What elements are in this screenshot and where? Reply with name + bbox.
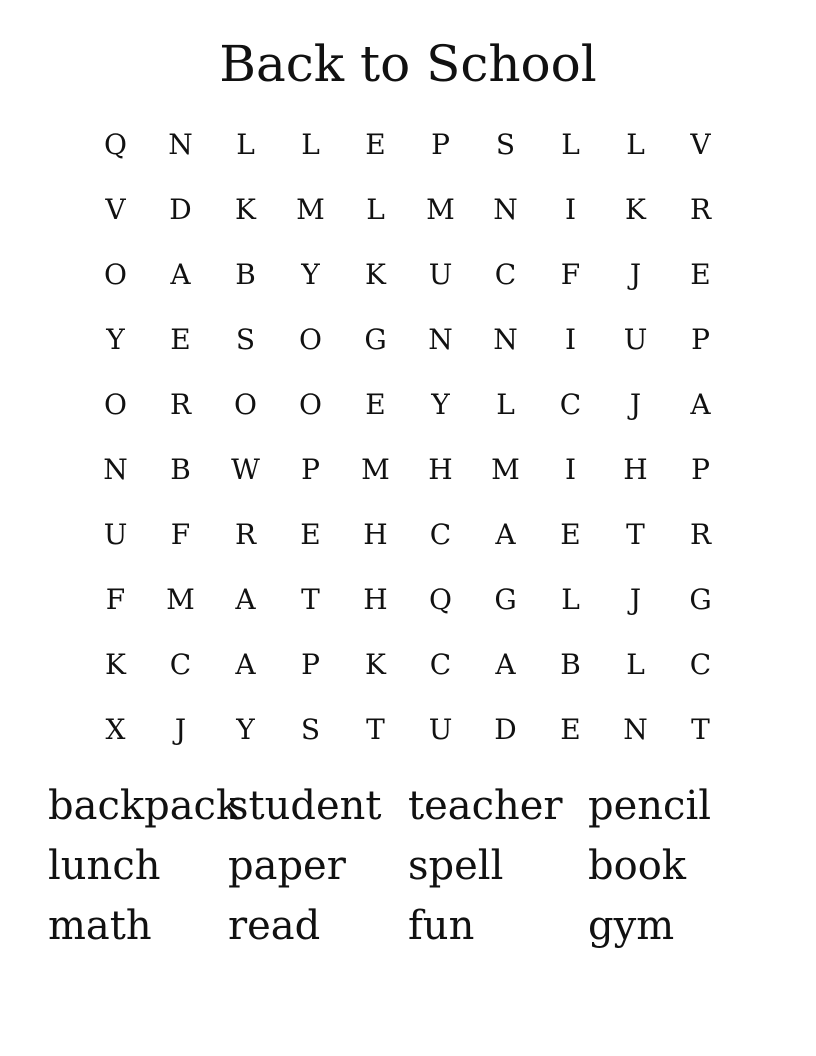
grid-letter: L bbox=[301, 128, 320, 161]
grid-letter: P bbox=[431, 128, 450, 161]
grid-letter: J bbox=[174, 713, 187, 746]
grid-letter: J bbox=[629, 388, 642, 421]
grid-letter: T bbox=[691, 713, 710, 746]
word-list-item: student bbox=[228, 783, 382, 829]
grid-letter: A bbox=[235, 648, 256, 681]
word-list-item: book bbox=[588, 843, 687, 889]
grid-letter: K bbox=[625, 193, 646, 226]
grid-letter: N bbox=[493, 323, 518, 356]
grid-letter: R bbox=[689, 193, 712, 226]
grid-letter: U bbox=[428, 713, 453, 746]
grid-letter: P bbox=[301, 453, 320, 486]
grid-letter: N bbox=[493, 193, 518, 226]
grid-letter: N bbox=[428, 323, 453, 356]
grid-letter: C bbox=[559, 388, 582, 421]
grid-letter: O bbox=[299, 388, 322, 421]
grid-letter: C bbox=[429, 648, 452, 681]
grid-letter: L bbox=[236, 128, 255, 161]
grid-letter: A bbox=[235, 583, 256, 616]
grid-letter: N bbox=[623, 713, 648, 746]
grid-letter: R bbox=[234, 518, 257, 551]
grid-letter: K bbox=[235, 193, 256, 226]
grid-letter: L bbox=[496, 388, 515, 421]
word-list-item: pencil bbox=[588, 783, 712, 829]
grid-letter: E bbox=[560, 518, 581, 551]
grid-letter: F bbox=[170, 518, 191, 551]
grid-letter: H bbox=[428, 453, 453, 486]
grid-letter: R bbox=[169, 388, 192, 421]
grid-letter: F bbox=[560, 258, 581, 291]
grid-letter: H bbox=[623, 453, 648, 486]
grid-letter: K bbox=[105, 648, 126, 681]
grid-letter: O bbox=[234, 388, 257, 421]
grid-letter: I bbox=[564, 323, 577, 356]
grid-letter: M bbox=[426, 193, 455, 226]
word-list bbox=[48, 776, 768, 956]
grid-letter: A bbox=[690, 388, 711, 421]
grid-letter: M bbox=[361, 453, 390, 486]
word-list-item: teacher bbox=[408, 783, 563, 829]
grid-letter: A bbox=[495, 648, 516, 681]
grid-letter: L bbox=[561, 128, 580, 161]
word-list-item: lunch bbox=[48, 843, 161, 889]
grid-letter: A bbox=[170, 258, 191, 291]
grid-letter: D bbox=[169, 193, 192, 226]
grid-letter: D bbox=[494, 713, 517, 746]
grid-letter: C bbox=[169, 648, 192, 681]
word-list-item: read bbox=[228, 903, 321, 949]
grid-letter: F bbox=[105, 583, 126, 616]
grid-letter: I bbox=[564, 193, 577, 226]
grid-letter: E bbox=[365, 388, 386, 421]
grid-letter: T bbox=[626, 518, 645, 551]
grid-letter: J bbox=[629, 258, 642, 291]
grid-letter: Q bbox=[104, 128, 127, 161]
grid-letter: G bbox=[689, 583, 712, 616]
grid-letter: P bbox=[691, 453, 710, 486]
grid-letter: K bbox=[365, 648, 386, 681]
grid-letter: B bbox=[170, 453, 191, 486]
word-list-item: fun bbox=[408, 903, 475, 949]
grid-letter: G bbox=[494, 583, 517, 616]
grid-letter: K bbox=[365, 258, 386, 291]
page-title: Back to School bbox=[219, 35, 597, 93]
word-list-item: spell bbox=[408, 843, 504, 889]
grid-letter: N bbox=[168, 128, 193, 161]
grid-letter: Y bbox=[431, 388, 450, 421]
grid-letter: O bbox=[104, 258, 127, 291]
grid-letter: U bbox=[623, 323, 648, 356]
grid-letter: E bbox=[170, 323, 191, 356]
grid-letter: N bbox=[103, 453, 128, 486]
letter-grid bbox=[83, 112, 733, 762]
grid-letter: E bbox=[560, 713, 581, 746]
grid-letter: S bbox=[235, 323, 256, 356]
grid-letter: O bbox=[104, 388, 127, 421]
grid-letter: A bbox=[495, 518, 516, 551]
grid-letter: R bbox=[689, 518, 712, 551]
grid-letter: S bbox=[495, 128, 516, 161]
grid-letter: C bbox=[494, 258, 517, 291]
grid-letter: L bbox=[626, 648, 645, 681]
grid-letter: Y bbox=[301, 258, 320, 291]
word-list-item: backpack bbox=[48, 783, 241, 829]
grid-letter: U bbox=[428, 258, 453, 291]
grid-letter: E bbox=[690, 258, 711, 291]
grid-letter: T bbox=[366, 713, 385, 746]
word-list-item: gym bbox=[588, 903, 675, 949]
grid-letter: L bbox=[366, 193, 385, 226]
word-list-item: paper bbox=[228, 843, 346, 889]
grid-letter: P bbox=[301, 648, 320, 681]
grid-letter: M bbox=[491, 453, 520, 486]
grid-letter: X bbox=[105, 713, 126, 746]
grid-letter: I bbox=[564, 453, 577, 486]
grid-letter: H bbox=[363, 583, 388, 616]
grid-letter: O bbox=[299, 323, 322, 356]
grid-letter: S bbox=[300, 713, 321, 746]
grid-letter: E bbox=[300, 518, 321, 551]
grid-letter: V bbox=[105, 193, 126, 226]
grid-letter: U bbox=[103, 518, 128, 551]
grid-letter: H bbox=[363, 518, 388, 551]
grid-letter: J bbox=[629, 583, 642, 616]
grid-letter: E bbox=[365, 128, 386, 161]
grid-letter: M bbox=[296, 193, 325, 226]
grid-letter: W bbox=[231, 453, 260, 486]
grid-letter: G bbox=[364, 323, 387, 356]
grid-letter: C bbox=[429, 518, 452, 551]
grid-letter: Y bbox=[236, 713, 255, 746]
grid-letter: Q bbox=[429, 583, 452, 616]
grid-letter: L bbox=[626, 128, 645, 161]
grid-letter: L bbox=[561, 583, 580, 616]
grid-letter: V bbox=[690, 128, 711, 161]
grid-letter: B bbox=[560, 648, 581, 681]
grid-letter: B bbox=[235, 258, 256, 291]
grid-letter: Y bbox=[106, 323, 125, 356]
grid-letter: T bbox=[301, 583, 320, 616]
word-list-item: math bbox=[48, 903, 152, 949]
grid-letter: C bbox=[689, 648, 712, 681]
grid-letter: P bbox=[691, 323, 710, 356]
grid-letter: M bbox=[166, 583, 195, 616]
